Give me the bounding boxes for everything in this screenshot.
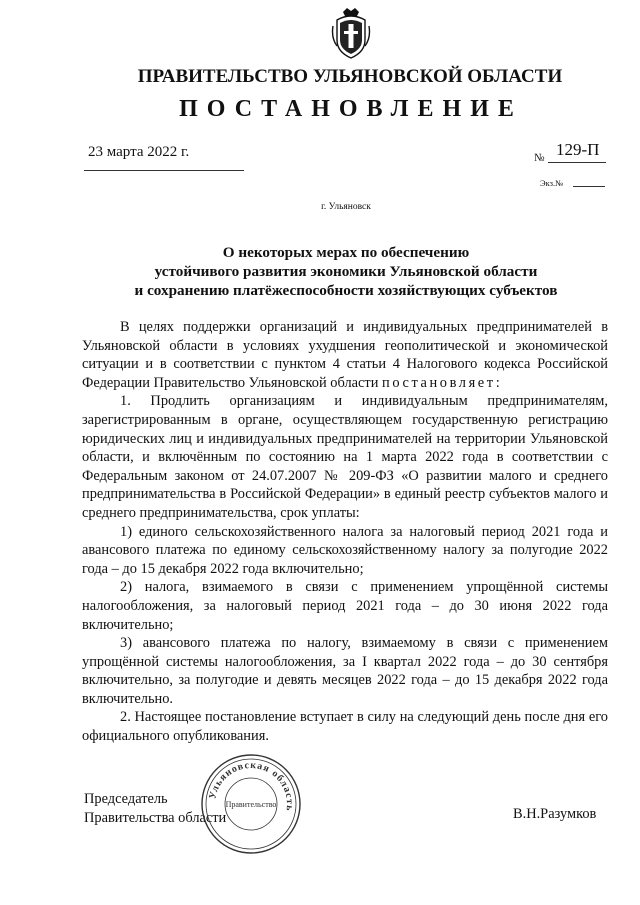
paragraph-1: 1. Продлить организациям и индивидуальным предпринимателям, зарегистрированным в органе, осуществляющем государственную регистрацию юридических лиц и индивидуальных предпринимателей на территории Ульяновской области, и включённым по состоянию на 1 марта 2022 года в соответствии с Федеральным законом от 24.07.2007 № 209-ФЗ «О развитии малого и среднего предпринимательства в Российской Федерации» в единый реестр субъектов малого и среднего предпринимательства, срок уплаты: [82, 393, 608, 521]
intro-text: В целях поддержки организаций и индивидуальных предпринимателей в Ульяновской области в условиях ухудшения геополитической и экономической ситуации и в соответствии с пунктом 4 статьи 4 Налогового кодекса Российской Федерации Правительство Ульяновской области [82, 319, 608, 391]
number-underline [548, 162, 606, 163]
date-underline [84, 170, 244, 171]
copy-number-underline [573, 186, 605, 187]
copy-number-label: Экз.№ [540, 178, 564, 188]
document-body [82, 318, 608, 746]
paragraph-intro [82, 318, 608, 392]
paragraph-2: 2. Настоящее постановление вступает в силу на следующий день после дня его официального опубликования. [82, 709, 608, 745]
paragraph-1-2: 2) налога, взимаемого в связи с применением упрощённой системы налогообложения, за налоговый период 2021 года – до 30 июня 2022 года включительно; [82, 579, 608, 633]
signatory-name: В.Н.Разумков [513, 806, 597, 822]
document-type: ПОСТАНОВЛЕНИЕ [179, 96, 523, 122]
position-line-2: Правительства области [84, 809, 227, 826]
svg-text:Ульяновская область: Ульяновская область [207, 759, 296, 813]
city: г. Ульяновск [321, 202, 371, 212]
position-line-1: Председатель [84, 791, 168, 807]
paragraph-1-1: 1) единого сельскохозяйственного налога за налоговый период 2021 года и авансового платежа по единому сельскохозяйственному налогу за полугодие 2022 года – до 15 декабря 2022 года включительно; [82, 523, 608, 577]
paragraph-1-3: 3) авансового платежа по налогу, взимаемому в связи с применением упрощённой системы налогообложения, за I квартал 2022 года – до 30 сентября включительно, за полугодие и девять месяцев 2022 года – до 15 декабря 2022 года включительно. [82, 635, 608, 707]
svg-text:Правительство: Правительство [225, 800, 277, 809]
title-line: О некоторых мерах по обеспечению [222, 244, 470, 261]
official-stamp [199, 752, 303, 856]
document-title [96, 243, 596, 300]
number-sign: № [534, 152, 545, 164]
document-number: 129-П [556, 140, 600, 159]
coat-of-arms-icon [331, 6, 371, 60]
title-line: и сохранению платёжеспособности хозяйствующих субъектов [134, 282, 558, 299]
organization-name: ПРАВИТЕЛЬСТВО УЛЬЯНОВСКОЙ ОБЛАСТИ [137, 66, 563, 87]
title-line: устойчивого развития экономики Ульяновской области [154, 263, 538, 280]
document-date: 23 марта 2022 г. [88, 144, 190, 160]
resolves-text: постановляет: [382, 374, 503, 391]
